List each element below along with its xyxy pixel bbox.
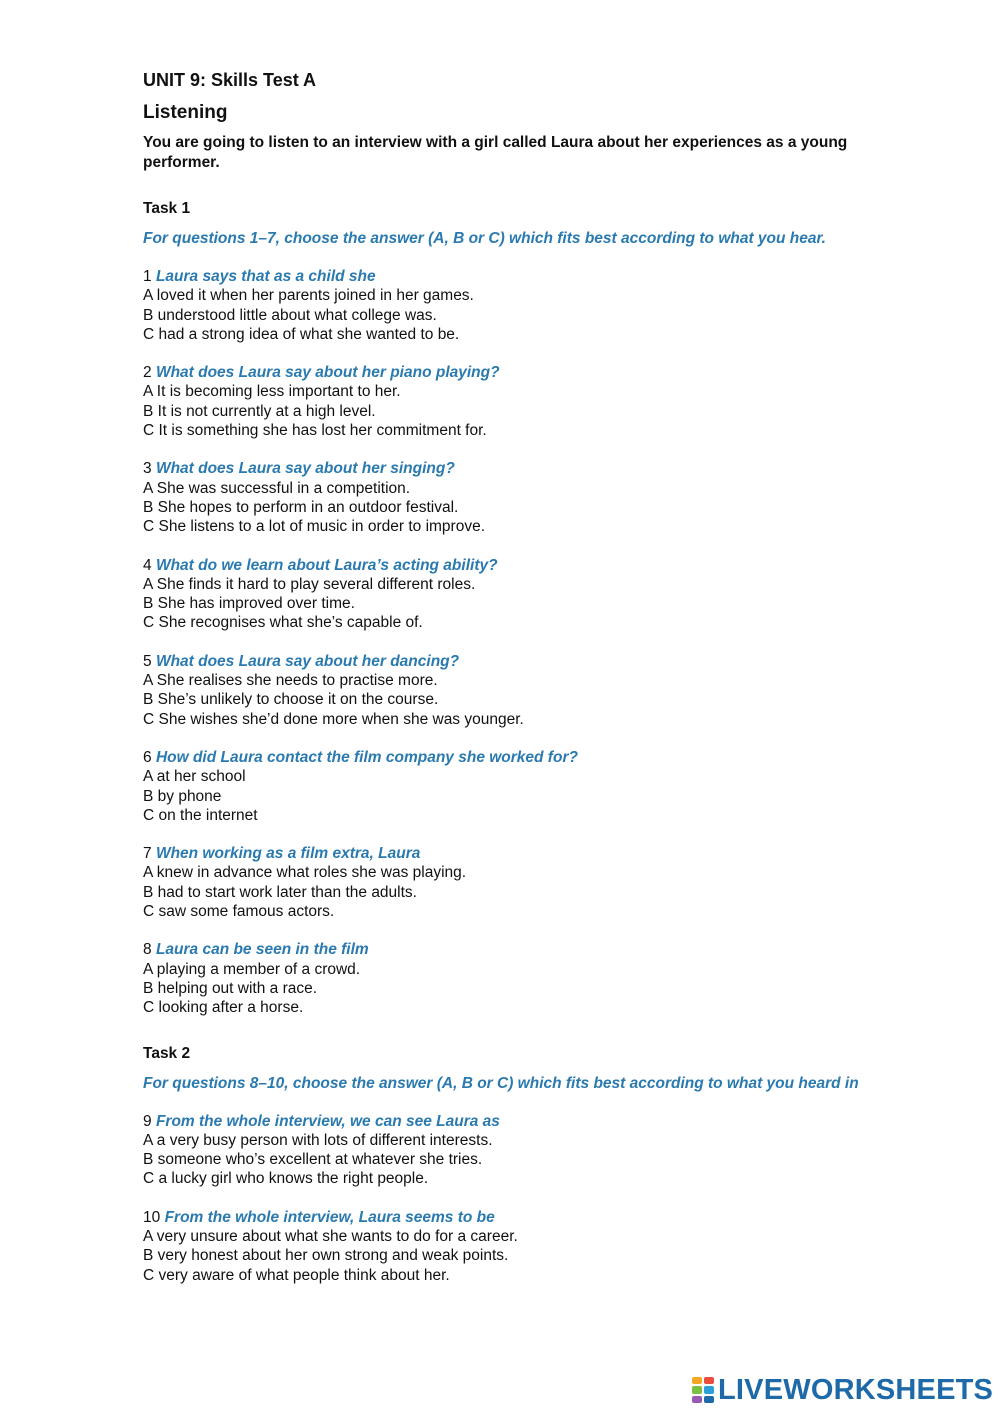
option-c: C saw some famous actors.: [143, 903, 335, 921]
question-stem: What does Laura say about her piano playing?: [155, 364, 500, 382]
question-number: 3: [143, 460, 152, 478]
question-stem: From the whole interview, Laura seems to be: [164, 1208, 495, 1226]
liveworksheets-logo: [692, 1374, 993, 1406]
question-number: 10: [143, 1208, 161, 1226]
option-b: B She’s unlikely to choose it on the course.: [143, 691, 439, 709]
option-b: B someone who’s excellent at whatever she tries.: [143, 1151, 483, 1169]
question-number: 8: [143, 941, 152, 959]
task1-title: Task 1: [143, 200, 191, 217]
question-item: [143, 556, 943, 633]
option-a: A She finds it hard to play several different roles.: [143, 575, 476, 593]
option-a: A very unsure about what she wants to do for a career.: [143, 1227, 518, 1245]
option-a: A She realises she needs to practise more.: [143, 672, 438, 690]
unit-title: UNIT 9: Skills Test A: [143, 70, 317, 90]
option-c: C looking after a horse.: [143, 999, 304, 1017]
option-b: B had to start work later than the adults.: [143, 883, 417, 901]
question-number: 9: [143, 1112, 152, 1130]
question-item: [143, 459, 943, 536]
option-b: B It is not currently at a high level.: [143, 402, 376, 420]
task2-question-list: [143, 1112, 943, 1285]
question-stem: Laura says that as a child she: [155, 268, 376, 285]
option-a: A at her school: [143, 768, 246, 786]
question-number: 5: [143, 652, 152, 670]
question-item: [143, 940, 943, 1017]
task1-instruction: For questions 1–7, choose the answer (A, B or C) which fits best according to what you hear.: [143, 230, 826, 247]
option-c: C very aware of what people think about her.: [143, 1266, 450, 1284]
question-stem: From the whole interview, we can see Laura as: [155, 1112, 500, 1130]
question-number: 7: [143, 845, 152, 863]
option-b: B She has improved over time.: [143, 595, 355, 613]
question-stem: Laura can be seen in the film: [155, 941, 369, 959]
option-a: A loved it when her parents joined in her games.: [143, 287, 474, 305]
question-item: [143, 363, 943, 440]
question-stem: What does Laura say about her dancing?: [155, 652, 460, 670]
task2-instruction: For questions 8–10, choose the answer (A, B or C) which fits best according to what you heard in: [143, 1074, 859, 1092]
question-item: [143, 748, 943, 825]
question-item: [143, 652, 943, 729]
option-a: A knew in advance what roles she was playing.: [143, 864, 467, 882]
question-stem: What do we learn about Laura’s acting ability?: [155, 556, 498, 574]
option-a: A It is becoming less important to her.: [143, 383, 401, 401]
question-stem: What does Laura say about her singing?: [155, 460, 455, 478]
option-c: C It is something she has lost her commitment for.: [143, 422, 487, 440]
option-c: C She wishes she’d done more when she was younger.: [143, 710, 524, 728]
option-a: A She was successful in a competition.: [143, 479, 411, 497]
option-c: C She listens to a lot of music in order to improve.: [143, 518, 486, 536]
intro-text: You are going to listen to an interview with a girl called Laura about her experiences as a young performer.: [143, 134, 848, 171]
question-number: 6: [143, 748, 152, 766]
question-number: 2: [143, 364, 152, 382]
question-item: [143, 267, 943, 344]
section-title: Listening: [143, 102, 228, 123]
task2-title: Task 2: [143, 1044, 191, 1062]
worksheet-page: [143, 68, 943, 1304]
question-item: [143, 1208, 943, 1285]
option-c: C on the internet: [143, 806, 258, 824]
question-number: 4: [143, 556, 152, 574]
option-b: B by phone: [143, 787, 222, 805]
option-b: B understood little about what college was.: [143, 306, 437, 324]
question-stem: When working as a film extra, Laura: [155, 845, 421, 863]
option-c: C had a strong idea of what she wanted to be.: [143, 325, 460, 343]
option-c: C She recognises what she’s capable of.: [143, 614, 423, 632]
question-item: [143, 844, 943, 921]
question-item: [143, 1112, 943, 1189]
option-b: B very honest about her own strong and weak points.: [143, 1247, 509, 1265]
task1-question-list: [143, 267, 943, 1018]
logo-text: LIVEWORKSHEETS: [718, 1373, 994, 1406]
option-a: A a very busy person with lots of different interests.: [143, 1131, 493, 1149]
liveworksheets-logo-icon: [692, 1377, 714, 1403]
option-c: C a lucky girl who knows the right people.: [143, 1170, 429, 1188]
question-number: 1: [143, 268, 152, 285]
option-a: A playing a member of a crowd.: [143, 960, 361, 978]
option-b: B helping out with a race.: [143, 979, 318, 997]
question-stem: How did Laura contact the film company she worked for?: [155, 748, 578, 766]
option-b: B She hopes to perform in an outdoor festival.: [143, 498, 459, 516]
